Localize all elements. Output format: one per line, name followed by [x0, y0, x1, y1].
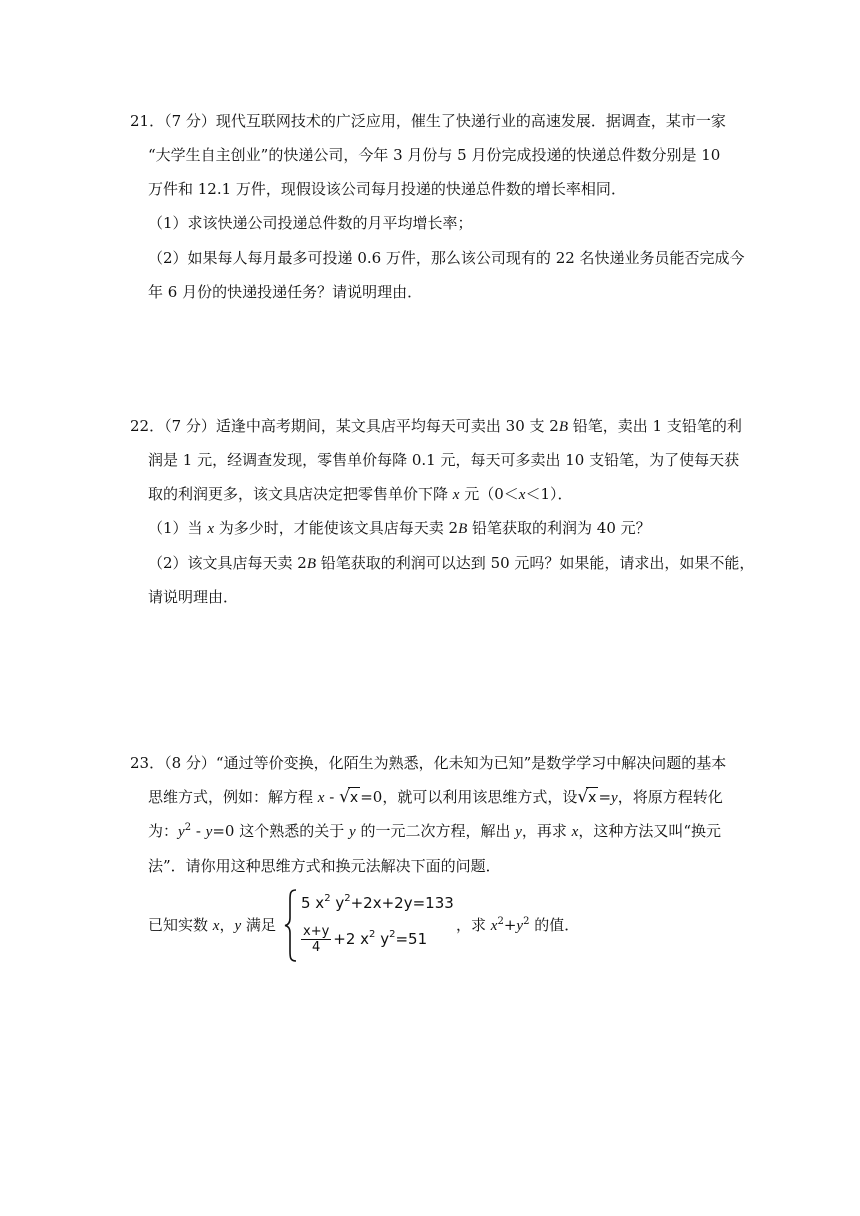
q21-line-2: “大学生自主创业”的快递公司，今年 3 月份与 5 月份完成投递的快递总件数分别是 10 — [148, 146, 721, 164]
q22-line-3: 取的利润更多，该文具店决定把零售单价下降 x 元（0＜x＜1）． — [148, 485, 573, 503]
left-brace-icon — [283, 888, 299, 963]
q23-line-3: 为：$y^2 - y=0$ 这个熟悉的关于 y 的一元二次方程，解出 y，再求 x，这种方法又叫“换元 — [148, 822, 722, 840]
equation-system — [283, 888, 453, 963]
q23-line-4: 法”．请你用这种思维方式和换元法解决下面的问题． — [148, 857, 501, 875]
q23-line-5-lead: 已知实数 x，y 满足 — [148, 916, 276, 934]
q22-part-1: （1）当 x 为多少时，才能使该文具店每天卖 2B 铅笔获取的利润为 40 元？ — [148, 519, 651, 537]
q22-line-2: 润是 1 元，经调查发现，零售单价每降 0.1 元，每天可多卖出 10 支铅笔，为了使每天获 — [148, 451, 740, 469]
q23-line-5-tail: ，求 $x^2+y^2$ 的值． — [456, 916, 580, 934]
sqrt-x-2: √x — [577, 787, 597, 807]
q21-line-6: 年 6 月份的快递投递任务？请说明理由． — [148, 283, 423, 301]
equation-1: 5 $x^2$ $y^2+2x+2y=133$ — [301, 893, 454, 912]
fraction: $\frac{x+y}{4}$ — [303, 924, 330, 955]
q22-part-2: （2）该文具店每天卖 2B 铅笔获取的利润可以达到 50 元吗？如果能，请求出，如果不能， — [148, 554, 755, 572]
q21-part-1: （1）求该快递公司投递总件数的月平均增长率； — [148, 214, 473, 232]
q22-line-6: 请说明理由． — [148, 588, 239, 606]
q23-line-1: 23．（8 分）“通过等价变换，化陌生为熟悉，化未知为已知”是数学学习中解决问题的基本 — [130, 754, 727, 772]
q22-line-1: 22．（7 分）适逢中高考期间，某文具店平均每天可卖出 30 支 2B 铅笔，卖出 1 支铅笔的利 — [130, 417, 742, 435]
sqrt-x-1: √x — [339, 787, 359, 807]
q21-part-2: （2）如果每人每月最多可投递 0.6 万件，那么该公司现有的 22 名快递业务员能否完成今 — [148, 249, 745, 267]
q21-line-3: 万件和 12.1 万件，现假设该公司每月投递的快递总件数的增长率相同． — [148, 180, 626, 198]
equation-2: $\frac{x+y}{4}$ +2 $x^2$ $y^2=51$ — [303, 924, 428, 955]
q21-line-1: 21．（7 分）现代互联网技术的广泛应用，催生了快递行业的高速发展．据调查，某市一家 — [130, 112, 726, 130]
q23-line-2: 思维方式，例如：解方程 x - √x =0，就可以利用该思维方式，设√x =y，将原方程转化 — [148, 787, 723, 807]
